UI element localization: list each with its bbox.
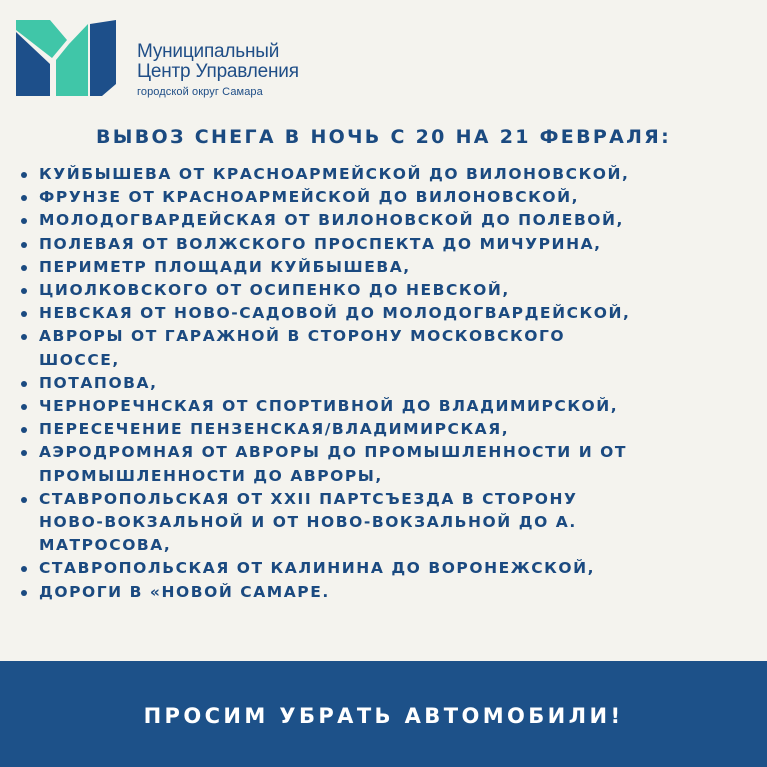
- bullet-icon: [21, 334, 27, 340]
- list-item: [20, 418, 760, 441]
- logo-right-navy: [90, 20, 116, 96]
- list-item: [20, 325, 760, 371]
- footer-banner: [0, 661, 767, 767]
- list-item-text: ПЕРЕСЕЧЕНИЕ ПЕНЗЕНСКАЯ/ВЛАДИМИРСКАЯ,: [39, 420, 510, 439]
- list-item-text: МОЛОДОГВАРДЕЙСКАЯ ОТ ВИЛОНОВСКОЙ ДО ПОЛЕВОЙ,: [39, 211, 624, 230]
- org-name-line1: Муниципальный: [137, 41, 280, 62]
- bullet-icon: [21, 195, 27, 201]
- list-item-text: ЧЕРНОРЕЧНСКАЯ ОТ СПОРТИВНОЙ ДО ВЛАДИМИРСКОЙ,: [39, 397, 619, 416]
- list-item: [20, 209, 760, 232]
- bullet-icon: [21, 218, 27, 224]
- bullet-icon: [21, 311, 27, 317]
- list-item: [20, 186, 760, 209]
- bullet-icon: [21, 427, 27, 433]
- list-item-text: КУЙБЫШЕВА ОТ КРАСНОАРМЕЙСКОЙ ДО ВИЛОНОВСКОЙ,: [39, 165, 630, 183]
- bullet-icon: [21, 590, 27, 596]
- list-item-text: ФРУНЗЕ ОТ КРАСНОАРМЕЙСКОЙ ДО ВИЛОНОВСКОЙ,: [39, 188, 580, 207]
- list-item-text: СТАВРОПОЛЬСКАЯ ОТ КАЛИНИНА ДО ВОРОНЕЖСКОЙ,: [39, 559, 596, 578]
- list-item: [20, 233, 760, 256]
- list-item-text: АВРОРЫ ОТ ГАРАЖНОЙ В СТОРОНУ МОСКОВСКОГО ШОССЕ,: [39, 327, 566, 369]
- bullet-icon: [21, 381, 27, 387]
- list-item: [20, 581, 760, 604]
- list-item: [20, 302, 760, 325]
- list-item-text: СТАВРОПОЛЬСКАЯ ОТ XXII ПАРТСЪЕЗДА В СТОРОНУ НОВО-ВОКЗАЛЬНОЙ И ОТ НОВО-ВОКЗАЛЬНОЙ ДО А. МАТРОСОВА,: [39, 489, 578, 555]
- org-subtitle: городской округ Самара: [137, 86, 263, 98]
- bullet-icon: [21, 172, 27, 178]
- list-item-text: ПЕРИМЕТР ПЛОЩАДИ КУЙБЫШЕВА,: [39, 257, 411, 276]
- list-item-text: ЦИОЛКОВСКОГО ОТ ОСИПЕНКО ДО НЕВСКОЙ,: [39, 281, 510, 300]
- list-item-text: АЭРОДРОМНАЯ ОТ АВРОРЫ ДО ПРОМЫШЛЕННОСТИ И ОТ ПРОМЫШЛЕННОСТИ ДО АВРОРЫ,: [39, 443, 628, 485]
- list-item: [20, 163, 760, 186]
- org-name: [137, 42, 299, 100]
- list-item: [20, 279, 760, 302]
- list-item-text: ПОТАПОВА,: [39, 373, 158, 392]
- bullet-icon: [21, 497, 27, 503]
- page-title: ВЫВОЗ СНЕГА В НОЧЬ С 20 НА 21 ФЕВРАЛЯ:: [96, 126, 671, 148]
- list-item-text: НЕВСКАЯ ОТ НОВО-САДОВОЙ ДО МОЛОДОГВАРДЕЙСКОЙ,: [39, 304, 631, 323]
- bullet-icon: [21, 404, 27, 410]
- bullet-icon: [21, 265, 27, 271]
- street-list: [20, 163, 760, 604]
- bullet-icon: [21, 450, 27, 456]
- list-item: [20, 557, 760, 580]
- bullet-icon: [21, 242, 27, 248]
- bullet-icon: [21, 566, 27, 572]
- logo-mark-icon: [16, 20, 116, 96]
- list-item: [20, 441, 760, 487]
- org-name-line2: Центр Управления: [137, 61, 299, 82]
- bullet-icon: [21, 288, 27, 294]
- list-item: [20, 256, 760, 279]
- list-item-text: ПОЛЕВАЯ ОТ ВОЛЖСКОГО ПРОСПЕКТА ДО МИЧУРИНА,: [39, 234, 602, 253]
- list-item: [20, 372, 760, 395]
- list-item-text: ДОРОГИ В «НОВОЙ САМАРЕ.: [39, 582, 330, 601]
- list-item: [20, 488, 760, 558]
- footer-cta: ПРОСИМ УБРАТЬ АВТОМОБИЛИ!: [143, 704, 624, 728]
- list-item: [20, 395, 760, 418]
